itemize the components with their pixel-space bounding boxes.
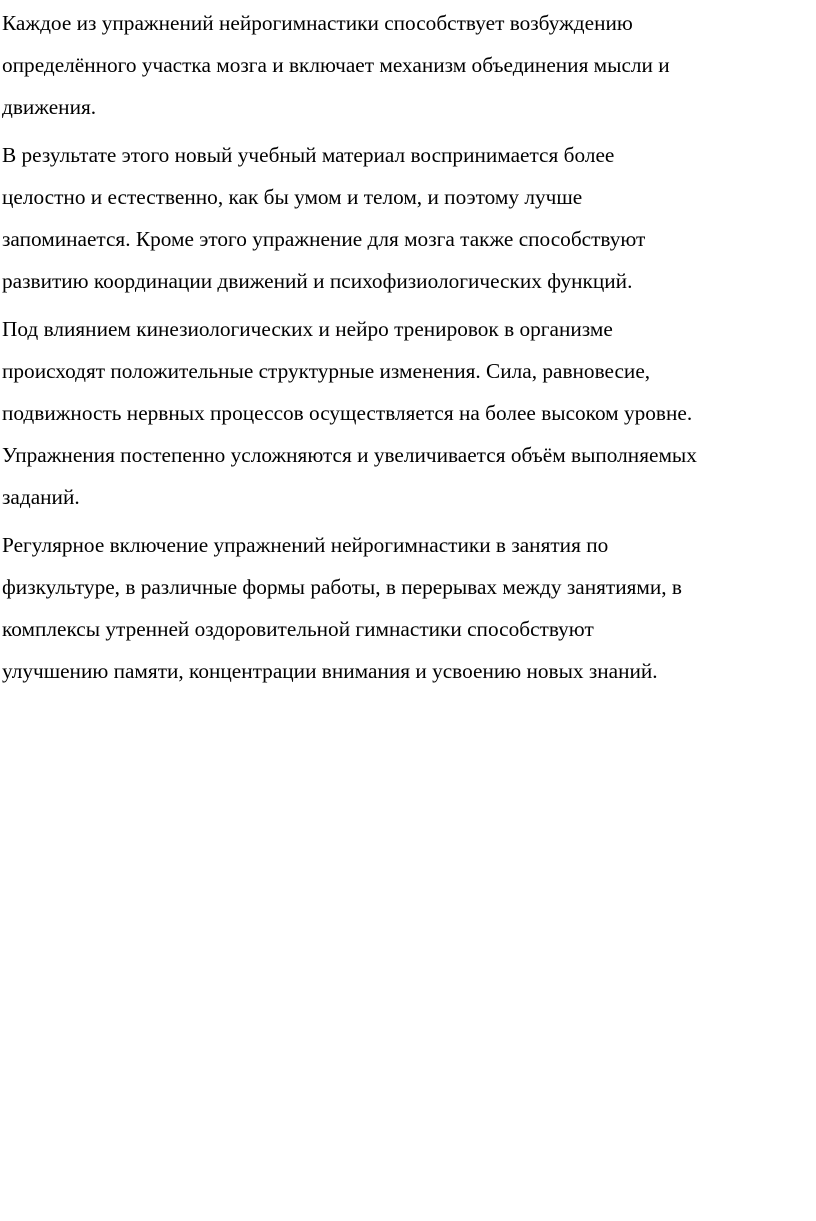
paragraph-1 — [2, 2, 814, 128]
paragraph-4 — [2, 524, 814, 692]
text-line: движения. — [2, 95, 97, 119]
text-line: запоминается. Кроме этого упражнение для мозга также способствуют — [2, 227, 646, 251]
text-line: развитию координации движений и психофизиологических функций. — [2, 269, 633, 293]
text-line: определённого участка мозга и включает механизм объединения мысли и — [2, 53, 670, 77]
text-line: Упражнения постепенно усложняются и увеличивается объём выполняемых — [2, 443, 697, 467]
text-line: физкультуре, в различные формы работы, в перерывах между занятиями, в — [2, 575, 682, 599]
text-line: Под влиянием кинезиологических и нейро тренировок в организме — [2, 317, 613, 341]
text-line: происходят положительные структурные изменения. Сила, равновесие, — [2, 359, 651, 383]
paragraph-3 — [2, 308, 814, 518]
text-line: В результате этого новый учебный материал воспринимается более — [2, 143, 615, 167]
text-line: Каждое из упражнений нейрогимнастики способствует возбуждению — [2, 11, 633, 35]
text-line: Регулярное включение упражнений нейрогимнастики в занятия по — [2, 533, 609, 557]
text-line: заданий. — [2, 485, 80, 509]
text-line: улучшению памяти, концентрации внимания и усвоению новых знаний. — [2, 659, 658, 683]
text-line: подвижность нервных процессов осуществляется на более высоком уровне. — [2, 401, 693, 425]
paragraph-2 — [2, 134, 814, 302]
text-line: целостно и естественно, как бы умом и телом, и поэтому лучше — [2, 185, 583, 209]
document-body — [2, 2, 814, 698]
text-line: комплексы утренней оздоровительной гимнастики способствуют — [2, 617, 594, 641]
